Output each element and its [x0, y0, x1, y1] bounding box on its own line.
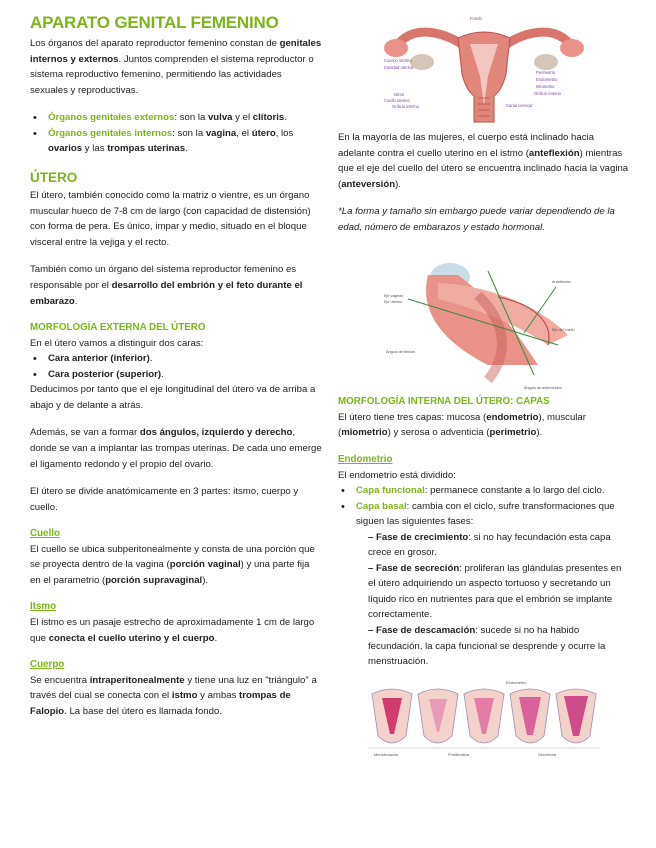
morfologia-externa-heading: MORFOLOGÍA EXTERNA DEL ÚTERO [30, 322, 206, 334]
label-anteflexion: Anteflexión [552, 280, 571, 285]
label-endometrio-top: Endometrio [506, 679, 527, 685]
label-fondo: Fondo [470, 16, 482, 21]
page-title: APARATO GENITAL FEMENINO [30, 13, 279, 32]
sagittal-illustration [408, 263, 568, 380]
uterus-frontal-figure [338, 12, 630, 124]
label-proliferativa: Proliferativa [448, 751, 470, 757]
label-cuello-uterino: Cuello uterino [384, 98, 410, 103]
cuerpo-paragraph: Se encuentra intraperitonealmente y tiene una luz en "triángulo" a través del cual se conecta con el istmo y ambas trompas de Falopio. La base del útero es llamada fondo. [30, 674, 317, 717]
endometrio-intro: El endometrio está dividido: [338, 469, 456, 481]
label-orificio-interno-2: Orificio interno [534, 91, 561, 96]
label-endometrio: Endometrio [536, 77, 558, 82]
cuello-heading: Cuello [30, 528, 60, 540]
intro-paragraph: Los órganos del aparato reproductor femenino constan de genitales internos y externos. Juntos comprenden el sistema reproductor o sistema reproductivo femenino, permitiendo las actividades sexuales y reproductivas. [30, 38, 322, 96]
label-orificio-interno: Orificio interno [392, 104, 419, 109]
label-canal-cervical: Canal cervical [506, 103, 533, 108]
cycle-labels [374, 752, 557, 757]
anteflexion-paragraph: En la mayoría de las mujeres, el cuerpo está inclinado hacia adelante contra el cuello uterino en el istmo (anteflexión) mientras que el eje del cuello del útero se encuentra inclinado hacia la vagina (anteversión). [338, 132, 629, 190]
cuerpo-heading: Cuerpo [30, 659, 65, 671]
list-item: • Cara posterior (superior). [30, 367, 322, 383]
fase-descamacion: – Fase de descamación: sucede si no ha habido fecundación, la capa funcional se desprende y ocurre la menstruación. [368, 624, 606, 668]
label-perimetrio: Perimetrio [536, 70, 556, 75]
eje-paragraph: Deducimos por tanto que el eje longitudinal del útero va de arriba a abajo y de delante a atrás. [30, 384, 316, 411]
organ-list [30, 110, 322, 157]
label-miometrio: Miometrio [536, 84, 555, 89]
morfologia-externa-intro: En el útero vamos a distinguir dos caras: [30, 337, 204, 349]
list-item: • Capa funcional: permanece constante a lo largo del ciclo. [338, 483, 630, 499]
caras-list [30, 351, 322, 382]
cuello-paragraph: El cuello se ubica subperitonealmente y consta de una porción que se proyecta dentro de la vagina (porción vaginal) y una parte fija en el parametrio (porción supravaginal). [30, 543, 315, 586]
utero-paragraph-2: También como un órgano del sistema reproductor femenino es responsable por el desarrollo del embrión y el feto durante el embarazo. [30, 264, 303, 307]
endometrio-heading: Endometrio [338, 453, 393, 465]
cycle-figure [338, 676, 630, 760]
utero-heading: ÚTERO [30, 169, 78, 185]
cycle-uteri [372, 689, 596, 743]
capas-list [338, 483, 630, 530]
fase-crecimiento: – Fase de crecimiento: si no hay fecundación esta capa crece en grosor. [368, 531, 611, 559]
label-istmo: Istmo [394, 92, 405, 97]
list-item: • Capa basal: cambia con el ciclo, sufre transformaciones que siguen las siguientes fases: [338, 499, 630, 530]
label-eje-vaginal: Eje vaginal [384, 294, 403, 299]
label-eje-uterino: Eje uterino [384, 300, 403, 305]
label-angulo-flexion: Ángulo de flexión [386, 350, 416, 355]
morfologia-interna-heading: MORFOLOGÍA INTERNA DEL ÚTERO: CAPAS [338, 396, 550, 408]
label-cavidad-uterina: Cavidad uterina [384, 65, 414, 70]
itsmo-heading: Itsmo [30, 601, 57, 613]
capas-paragraph: El útero tiene tres capas: mucosa (endometrio), muscular (miometrio) y serosa o adventicia (perimetrio). [338, 411, 586, 439]
left-column [30, 12, 322, 719]
list-item: • Cara anterior (inferior). [30, 351, 322, 367]
fase-secrecion: – Fase de secreción: proliferan las glándulas presentes en el útero adquiriendo un aspecto tortuoso y secretando un líquido rico en nutrientes para que el embrión se implante correctamente. [368, 562, 622, 621]
utero-paragraph: El útero, también conocido como la matriz o vientre, es un órgano muscular hueco de 7-8 cm de largo (con capacidad de distensión) con forma de pera. Es único, impar y medio, situado en el bloque visceral entre la vejiga y el recto. [30, 190, 311, 248]
label-angulo-anteversion: Ángulo de anteversión [524, 386, 562, 391]
list-item: • Órganos genitales externos: son la vulva y el clítoris. [30, 110, 322, 126]
label-cuerpo-uterino: Cuerpo uterino [384, 58, 412, 63]
uterus-sagittal-figure [338, 235, 630, 395]
angulos-paragraph: Además, se van a formar dos ángulos, izquierdo y derecho, donde se van a implantar las trompas uterinas. De cada uno emerge el ligamento redondo y el propio del ovario. [30, 427, 322, 470]
itsmo-paragraph: El istmo es un pasaje estrecho de aproximadamente 1 cm de largo que conecta el cuello uterino y el cuerpo. [30, 617, 315, 644]
label-eje-cuello: Eje del cuello [552, 328, 575, 333]
partes-paragraph: El útero se divide anatómicamente en 3 partes: itsmo, cuerpo y cuello. [30, 486, 299, 513]
list-item: • Órganos genitales internos: son la vagina, el útero, los ovarios y las trompas uterinas. [30, 126, 322, 157]
label-secretoria: Secretoria [538, 751, 557, 757]
label-menstruacion: Menstruación [374, 751, 399, 757]
note-paragraph: *La forma y tamaño sin embargo puede variar dependiendo de la edad, número de embarazos y estado hormonal. [338, 206, 615, 233]
right-column [338, 12, 630, 760]
